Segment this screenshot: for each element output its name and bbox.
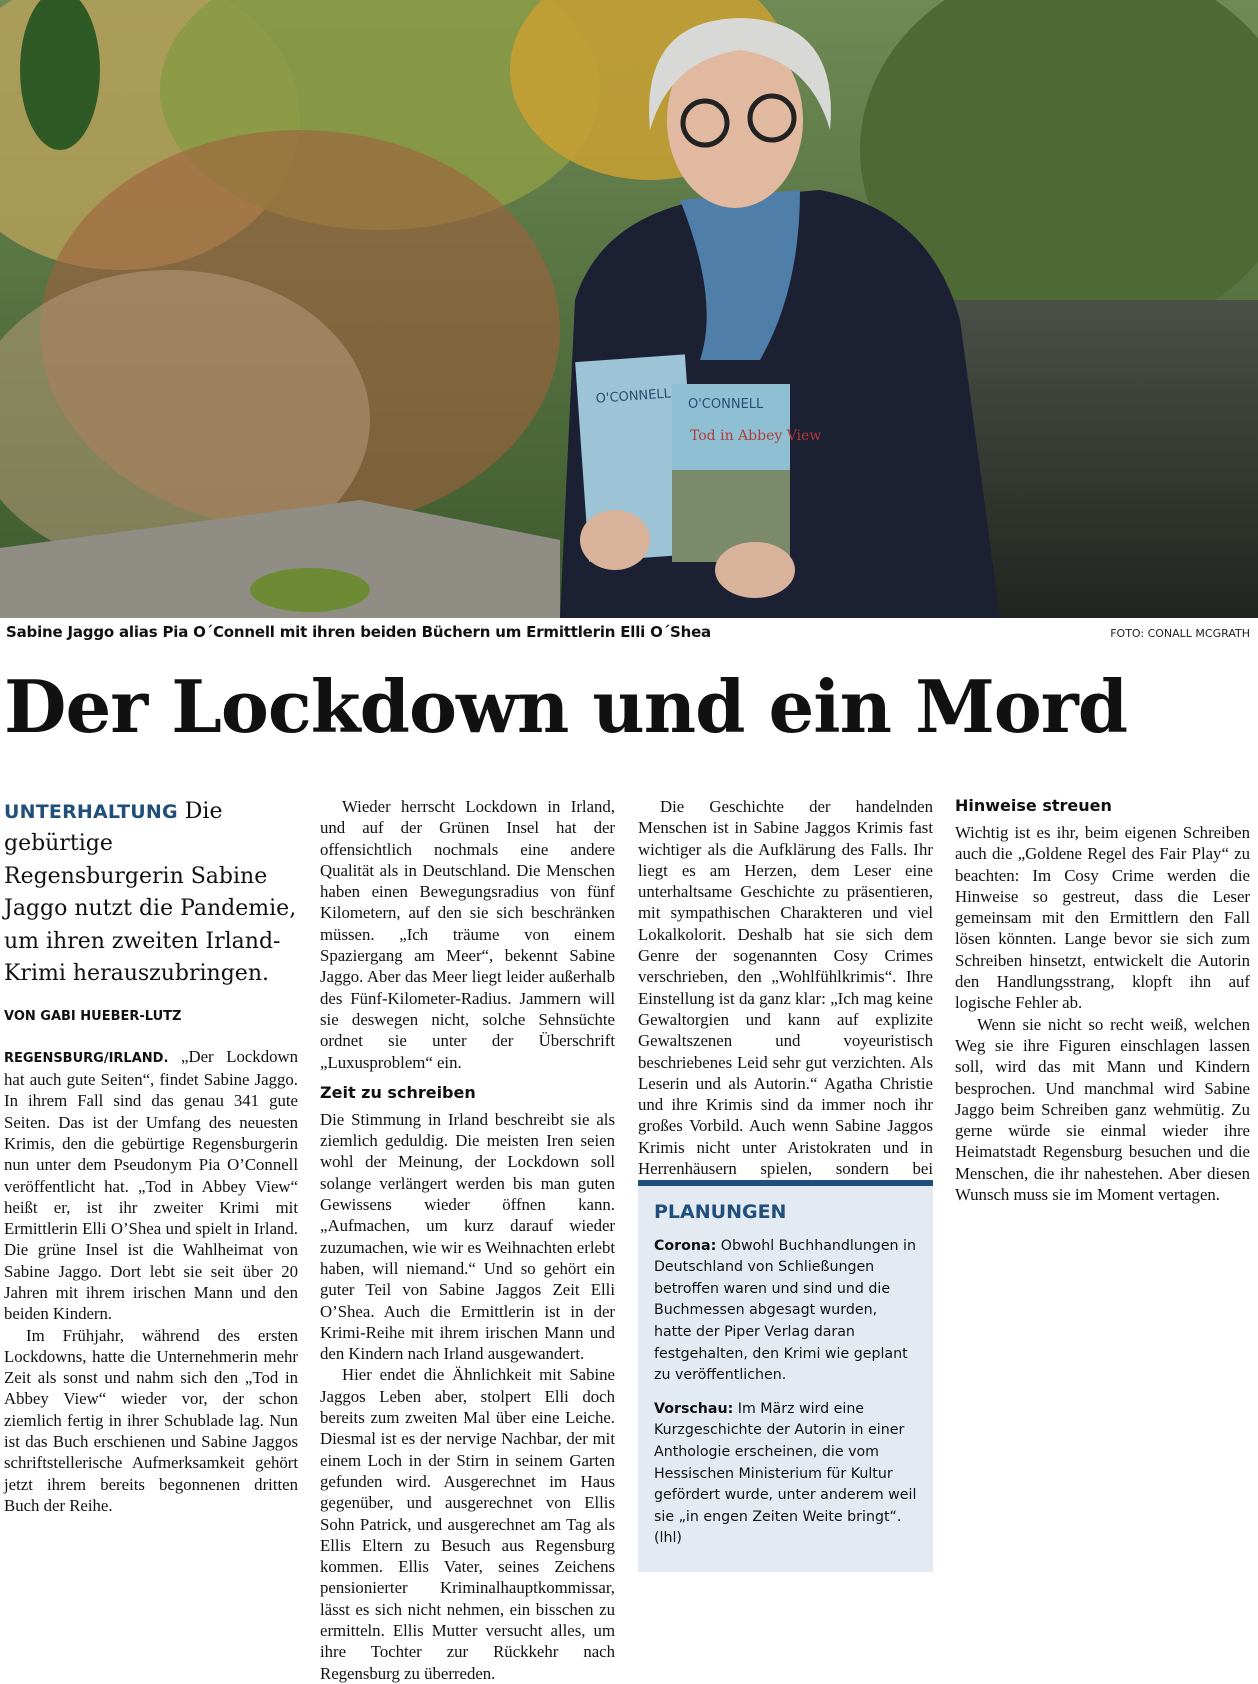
photo-illustration — [0, 0, 1258, 618]
book2-author: O'CONNELL — [688, 397, 764, 412]
paragraph-3: Wieder herrscht Lockdown in Irland, und auf der Grünen Insel hat der offensichtlich nochmals eine andere Qualität als in Deutschland. Die Menschen haben einen Bewegungsradius von fünf Kilometern, auf den sie sich beschränken müssen. „Ich träume von einem Spaziergang am Meer“, bekennt Sabine Jaggo. Aber das Meer liegt leider außerhalb des Fünf-Kilometer-Radius. Jammern will sie deswegen nicht, solche Sehnsüchte ordnet sie unter der Überschrift „Luxusproblem“ ein. — [320, 797, 615, 1072]
info-corona-label: Corona: — [654, 1237, 717, 1254]
article-photo — [0, 0, 1258, 618]
moss — [250, 568, 370, 612]
byline: VON GABI HUEBER-LUTZ — [4, 1009, 182, 1025]
photo-credit: FOTO: CONALL MCGRATH — [1110, 627, 1250, 640]
paragraph-1-text: „Der Lockdown hat auch gute Seiten“, findet Sabine Jaggo. In ihrem Fall sind das genau 341 gute Seiten. Das ist der Umfang des neuesten Krimis, den die gebürtige Regensburgerin nun unter dem Pseudonym Pia O’Connell veröffentlicht hat. „Tod in Abbey View“ heißt er, ist ihr zweiter Krimi mit Ermittlerin Elli O’Shea und spielt in Irland. Die grüne Insel ist die Wahlheimat von Sabine Jaggo. Dort lebt sie seit über 20 Jahren mit ihrem irischen Mann und den beiden Kindern. — [4, 1046, 298, 1324]
hand-right — [715, 542, 795, 598]
paragraph-8: Wenn sie nicht so recht weiß, welchen Weg sie ihre Figuren einschlagen lassen soll, wird das mit Mann und Kindern besprochen. Und manchmal wird Sabine Jaggo beim Schreiben ganz wehmütig. Zu gerne würde sie einmal wieder ihre Heimatstadt Regensburg besuchen und die Menschen, die ihr nahestehen. Aber diesen Wunsch muss sie im Moment vertagen. — [955, 1014, 1250, 1205]
dateline: REGENSBURG/IRLAND. — [4, 1050, 169, 1066]
book2-title: Tod in Abbey View — [690, 428, 822, 444]
kicker: UNTERHALTUNG — [4, 801, 178, 823]
subhead-hinweise: Hinweise streuen — [955, 796, 1112, 815]
info-corona-text: Obwohl Buchhandlungen in Deutschland von Schließungen betroffen waren und sind und die Buchmessen abgesagt wurden, hatte der Piper Verlag daran festgehalten, den Krimi wie geplant zu veröffentlichen. — [654, 1237, 916, 1384]
info-box — [638, 1180, 933, 1572]
paragraph-1 — [4, 1046, 298, 1325]
column-1 — [4, 796, 298, 1516]
info-vorschau — [654, 1399, 919, 1550]
paragraph-2: Im Frühjahr, während des ersten Lockdowns, hatte die Unternehmerin mehr Zeit als sonst und nahm sich den „Tod in Abbey View“ wieder vor, der schon ziemlich fertig in ihrer Schublade lag. Nun ist das Buch erschienen und Sabine Jaggos schriftstellerische Aufmerksamkeit gehört jetzt ihrem bereits begonnenen dritten Buch der Reihe. — [4, 1325, 298, 1515]
paragraph-6: Die Geschichte der handelnden Menschen ist in Sabine Jaggos Krimis fast wichtiger als die Aufklärung des Falls. Ihr liegt es am Herzen, dem Leser eine unterhaltsame Geschichte zu präsentieren, mit sympathischen Charakteren und viel Lokalkolorit. Deshalb hat sie sich dem Genre der sogenannten Cosy Crimes verschrieben, den „Wohlfühlkrimis“. Ihre Einstellung ist da ganz klar: „Ich mag keine Gewaltorgien und kann auf explizite Gewaltszenen und voyeuristisch beschriebenes Leid sehr gut verzichten. Als Leserin und als Autorin.“ Agatha Christie und ihre Krimis sind da immer noch ihr großes Vorbild. Auch wenn Sabine Jaggos Krimis nicht unter Aristokraten und in Herrenhäusern spielen, sondern bei — [638, 797, 933, 1179]
paragraph-4: Die Stimmung in Irland beschreibt sie als ziemlich geduldig. Die meisten Iren seien wohl der Meinung, der Lockdown soll solange verlängert werden bis man guten Gewissens wieder öffnen kann. „Aufmachen, um kurz darauf wieder zuzumachen, wie wir es Weihnachten erlebt haben, will niemand.“ Und so gehört ein guter Teil von Sabine Jaggos Zeit Elli O’Shea. Auch die Ermittlerin ist in der Krimi-Reihe mit ihrem irischen Mann und den Kindern nach Irland ausgewandert. — [320, 1109, 615, 1364]
info-corona — [654, 1236, 919, 1387]
headline: Der Lockdown und ein Mord — [4, 664, 1128, 749]
photo-caption: Sabine Jaggo alias Pia O´Connell mit ihren beiden Büchern um Ermittlerin Elli O´Shea — [6, 623, 711, 641]
info-vorschau-label: Vorschau: — [654, 1400, 734, 1417]
hand-left — [580, 510, 650, 570]
book1-author: O'CONNELL — [595, 386, 672, 407]
column-3 — [638, 796, 933, 1179]
info-vorschau-text: Im März wird eine Kurzgeschichte der Autorin in einer Anthologie erscheinen, die vom Hessischen Ministerium für Kultur gefördert wurde, unter anderem weil sie „in engen Zeiten Weite bringt“. (lhl) — [654, 1400, 917, 1547]
paragraph-7: Wichtig ist es ihr, beim eigenen Schreiben auch die „Goldene Regel des Fair Play“ zu beachten: Im Cosy Crime werden die Hinweise so gestreut, dass die Leser gemeinsam mit den Ermittlern den Fall lösen könnten. Lange bevor sie sich zum Schreiben hinsetzt, entwickelt die Autorin den Handlungsstrang, klopft ihn auf logische Fehler ab. — [955, 823, 1250, 1013]
lead-text: Die gebürtige Regensburgerin Sabine Jaggo nutzt die Pandemie, um ihren zweiten Irland-Krimi herauszubringen. — [4, 799, 297, 987]
lead-paragraph — [4, 796, 298, 990]
subhead-zeit: Zeit zu schreiben — [320, 1082, 476, 1102]
column-4 — [955, 796, 1250, 1205]
column-2 — [320, 796, 615, 1684]
paragraph-5: Hier endet die Ähnlichkeit mit Sabine Jaggos Leben aber, stolpert Elli doch bereits zum zweiten Mal über eine Leiche. Diesmal ist es der nervige Nachbar, der mit einem Loch in der Stirn in seinem Garten gefunden wird. Ausgerechnet im Haus gegenüber, und ausgerechnet von Ellis Sohn Patrick, und ausgerechnet am Tag als Ellis Eltern zu Besuch aus Regensburg kommen. Ellis Vater, seines Zeichens pensionierter Kriminalhauptkommissar, lässt es sich nicht nehmen, ein bisschen zu ermitteln. Ellis Mutter versucht alles, um ihre Tochter zur Rückkehr nach Regensburg zu überreden. — [320, 1365, 615, 1683]
info-box-title: PLANUNGEN — [654, 1201, 787, 1223]
